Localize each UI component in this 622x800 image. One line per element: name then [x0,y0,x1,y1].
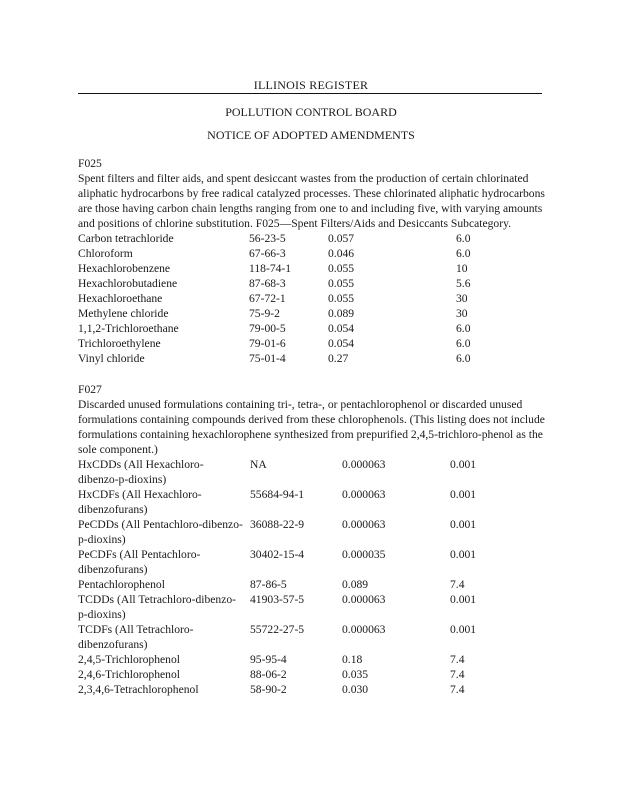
nonwastewater-standard: 7.4 [450,683,465,696]
wastewater-standard: 0.000063 [342,518,386,531]
table-row [78,321,548,336]
section-f025 [78,156,548,366]
wastewater-standard: 0.030 [342,683,369,696]
wastewater-standard: 0.057 [328,232,355,245]
constituent-name: PeCDDs (All Pentachloro-dibenzo-p-dioxins) [78,518,243,546]
nonwastewater-standard: 10 [456,262,468,275]
wastewater-standard: 0.089 [342,578,369,591]
constituent-table [78,457,548,697]
nonwastewater-standard: 6.0 [456,232,471,245]
constituent-name: Hexachlorobutadiene [78,277,178,290]
nonwastewater-standard: 6.0 [456,247,471,260]
waste-code: F027 [78,383,102,396]
constituent-table [78,231,548,366]
wastewater-standard: 0.27 [328,352,349,365]
wastewater-standard: 0.035 [342,668,369,681]
cas-number: 67-72-1 [249,292,286,305]
section-f027 [78,382,548,697]
wastewater-standard: 0.089 [328,307,355,320]
cas-number: 67-66-3 [249,247,286,260]
cas-number: 88-06-2 [250,668,287,681]
waste-description: Spent filters and filter aids, and spent desiccant wastes from the production of certain chlorinated aliphatic hydrocarbons by free radical catalyzed processes. These chlorinated aliphatic hydrocarbons are those having carbon chain lengths ranging from one to and including five, with varying amounts and positions of chlorine substitution. F025—Spent Filters/Aids and Desiccants Subcategory. [78,172,545,230]
waste-description: Discarded unused formulations containing tri-, tetra-, or pentachlorophenol or discarded unused formulations containing compounds derived from these chlorophenols. (This listing does not include formulations containing hexachlorophene synthesized from prepurified 2,4,5-trichloro-phenol as the sole component.) [78,398,545,456]
wastewater-standard: 0.054 [328,337,355,350]
cas-number: 58-90-2 [250,683,287,696]
table-row [78,487,548,517]
table-row [78,622,548,652]
table-row [78,306,548,321]
wastewater-standard: 0.054 [328,322,355,335]
wastewater-standard: 0.000063 [342,488,386,501]
table-row [78,291,548,306]
table-row [78,246,548,261]
cas-number: 30402-15-4 [250,548,305,561]
notice-heading: NOTICE OF ADOPTED AMENDMENTS [207,128,415,142]
table-row [78,457,548,487]
table-row [78,667,548,682]
table-row [78,547,548,577]
nonwastewater-standard: 0.001 [450,623,477,636]
table-row [78,592,548,622]
cas-number: 75-01-4 [249,352,286,365]
nonwastewater-standard: 6.0 [456,337,471,350]
nonwastewater-standard: 5.6 [456,277,471,290]
table-row [78,517,548,547]
nonwastewater-standard: 0.001 [450,593,477,606]
constituent-name: Hexachloroethane [78,292,163,305]
table-row [78,261,548,276]
wastewater-standard: 0.000063 [342,623,386,636]
constituent-name: 1,1,2-Trichloroethane [78,322,179,335]
cas-number: NA [250,458,267,471]
nonwastewater-standard: 0.001 [450,488,477,501]
table-row [78,682,548,697]
constituent-name: HxCDFs (All Hexachloro-dibenzofurans) [78,488,202,516]
table-row [78,577,548,592]
cas-number: 87-86-5 [250,578,287,591]
cas-number: 118-74-1 [249,262,292,275]
nonwastewater-standard: 30 [456,292,468,305]
register-title: ILLINOIS REGISTER [253,78,369,92]
table-row [78,276,548,291]
constituent-name: 2,4,6-Trichlorophenol [78,668,180,681]
agency-heading: POLLUTION CONTROL BOARD [225,105,397,119]
table-row [78,351,548,366]
cas-number: 41903-57-5 [250,593,305,606]
table-row [78,231,548,246]
constituent-name: Hexachlorobenzene [78,262,171,275]
cas-number: 79-01-6 [249,337,286,350]
waste-code: F025 [78,157,102,170]
nonwastewater-standard: 0.001 [450,458,477,471]
cas-number: 95-95-4 [250,653,287,666]
constituent-name: Pentachlorophenol [78,578,165,591]
constituent-name: TCDFs (All Tetrachloro-dibenzofurans) [78,623,194,651]
constituent-name: HxCDDs (All Hexachloro-dibenzo-p-dioxins) [78,458,204,486]
cas-number: 87-68-3 [249,277,286,290]
wastewater-standard: 0.046 [328,247,355,260]
cas-number: 79-00-5 [249,322,286,335]
wastewater-standard: 0.055 [328,277,355,290]
constituent-name: TCDDs (All Tetrachloro-dibenzo-p-dioxins) [78,593,237,621]
wastewater-standard: 0.055 [328,262,355,275]
nonwastewater-standard: 6.0 [456,322,471,335]
cas-number: 56-23-5 [249,232,286,245]
table-row [78,652,548,667]
constituent-name: Methylene chloride [78,307,169,320]
header-rule [78,93,542,94]
cas-number: 75-9-2 [249,307,280,320]
wastewater-standard: 0.000063 [342,593,386,606]
nonwastewater-standard: 0.001 [450,548,477,561]
wastewater-standard: 0.055 [328,292,355,305]
nonwastewater-standard: 0.001 [450,518,477,531]
wastewater-standard: 0.000035 [342,548,386,561]
constituent-name: Chloroform [78,247,133,260]
cas-number: 55684-94-1 [250,488,305,501]
wastewater-standard: 0.000063 [342,458,386,471]
nonwastewater-standard: 6.0 [456,352,471,365]
wastewater-standard: 0.18 [342,653,363,666]
constituent-name: Trichloroethylene [78,337,161,350]
nonwastewater-standard: 7.4 [450,668,465,681]
nonwastewater-standard: 7.4 [450,578,465,591]
constituent-name: PeCDFs (All Pentachloro-dibenzofurans) [78,548,201,576]
constituent-name: 2,3,4,6-Tetrachlorophenol [78,683,199,696]
constituent-name: Carbon tetrachloride [78,232,174,245]
constituent-name: Vinyl chloride [78,352,145,365]
table-row [78,336,548,351]
nonwastewater-standard: 30 [456,307,468,320]
constituent-name: 2,4,5-Trichlorophenol [78,653,180,666]
cas-number: 36088-22-9 [250,518,305,531]
cas-number: 55722-27-5 [250,623,305,636]
nonwastewater-standard: 7.4 [450,653,465,666]
